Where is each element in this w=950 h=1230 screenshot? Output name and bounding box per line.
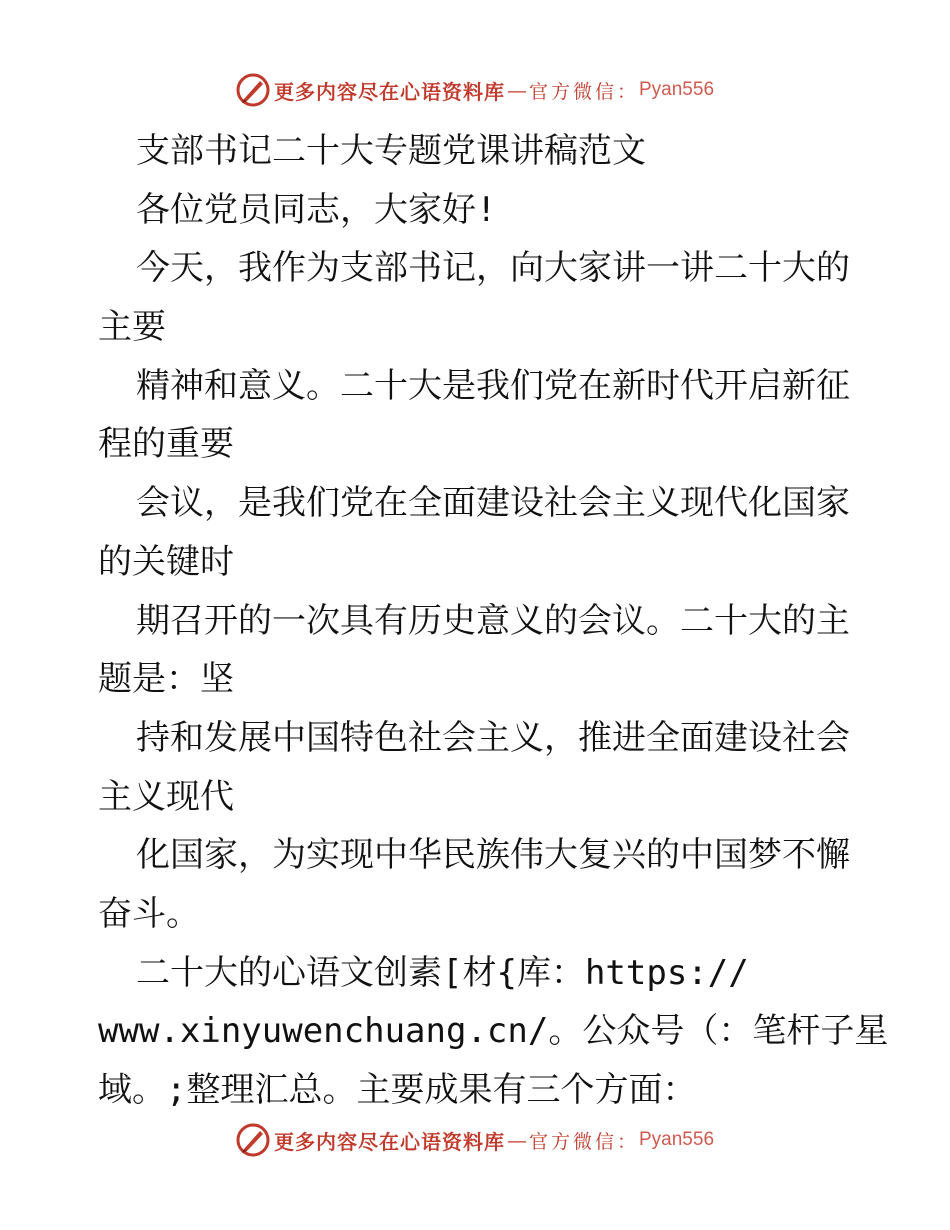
document-body: [98, 122, 889, 1120]
text-line: 会议，是我们党在全面建设社会主义现代化国家: [136, 483, 850, 524]
text-line: www.xinyuwenchuang.cn/。公众号（：笔杆子星: [98, 1011, 889, 1052]
text-line: 奋斗。: [98, 893, 200, 934]
text-line: 持和发展中国特色社会主义，推进全面建设社会: [136, 717, 850, 758]
text-line: 的关键时: [98, 541, 234, 582]
text-line: 期召开的一次具有历史意义的会议。二十大的主: [136, 600, 850, 641]
text-line: 化国家，为实现中华民族伟大复兴的中国梦不懈: [136, 835, 850, 876]
header-banner: [0, 70, 950, 110]
quill-logo-icon: [236, 1123, 270, 1157]
banner-text: 更多内容尽在心语资料库: [273, 79, 505, 104]
text-line: 今天，我作为支部书记，向大家讲一讲二十大的: [136, 248, 850, 289]
text-line: 主义现代: [98, 776, 234, 817]
banner-label: 官方微信：: [528, 80, 639, 103]
banner-dash: —: [506, 78, 527, 102]
text-line: 程的重要: [98, 424, 234, 465]
document-title: 支部书记二十大专题党课讲稿范文: [136, 131, 646, 171]
banner-wechat-id: Pyan556: [639, 79, 715, 100]
banner-wechat-id: Pyan556: [639, 1129, 715, 1150]
text-line: 域。;整理汇总。主要成果有三个方面：: [98, 1070, 697, 1110]
banner-label: 官方微信：: [528, 1130, 639, 1153]
banner-text: 更多内容尽在心语资料库: [273, 1129, 505, 1154]
banner-dash: —: [506, 1128, 527, 1152]
text-line: 主要: [98, 307, 166, 348]
footer-banner: [0, 1120, 950, 1160]
text-line: 精神和意义。二十大是我们党在新时代开启新征: [136, 365, 850, 406]
quill-logo-icon: [236, 73, 270, 107]
text-line: 二十大的心语文创素[材{库：https://: [136, 952, 749, 993]
text-line: 题是：坚: [98, 659, 234, 700]
greeting-line: 各位党员同志，大家好!: [136, 189, 497, 230]
